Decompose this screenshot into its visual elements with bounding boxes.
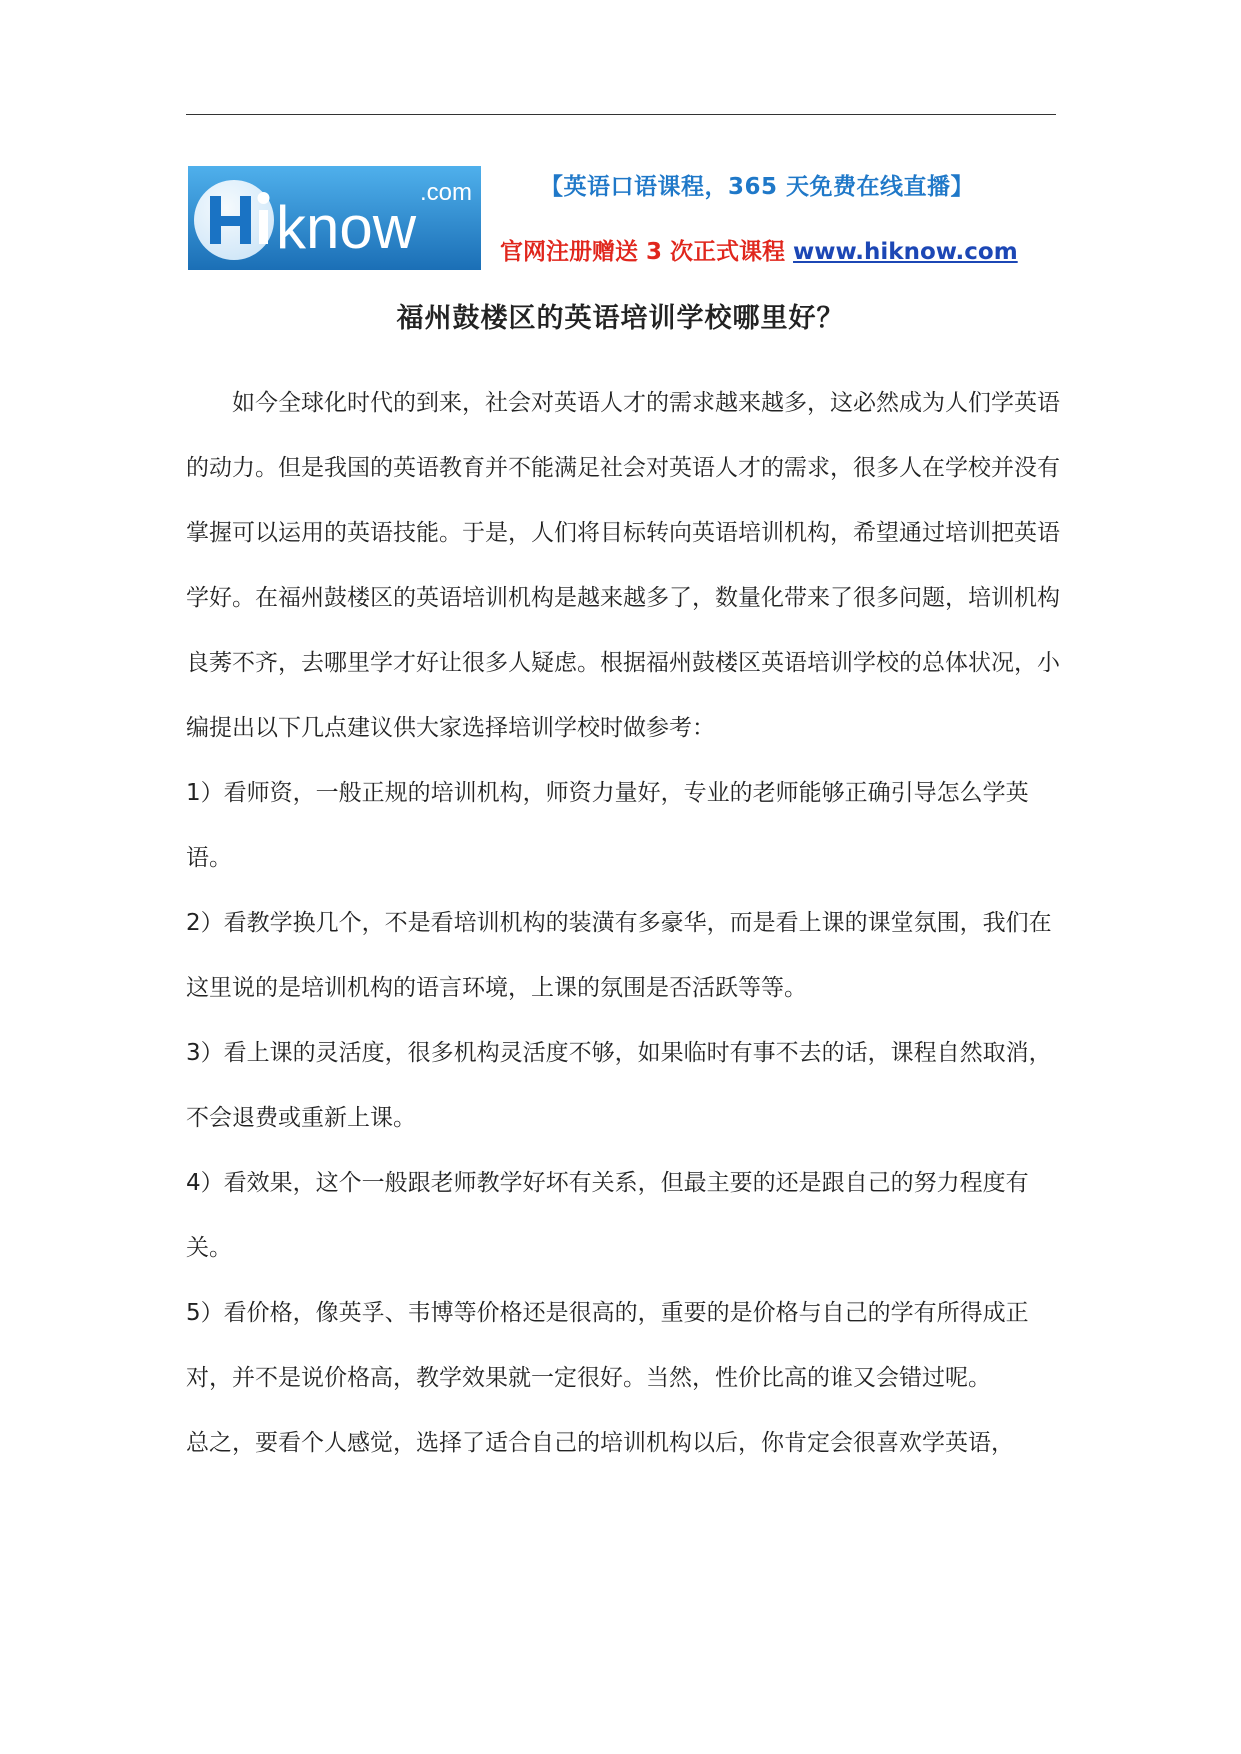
hiknow-logo [188,166,481,270]
list-item: 3）看上课的灵活度，很多机构灵活度不够，如果临时有事不去的话，课程自然取消，不会退费或重新上课。 [186,1040,1052,1131]
list-item: 2）看教学换几个，不是看培训机构的装潢有多豪华，而是看上课的课堂氛围，我们在这里说的是培训机构的语言环境，上课的氛围是否活跃等等。 [186,910,1052,1001]
intro-paragraph: 如今全球化时代的到来，社会对英语人才的需求越来越多，这必然成为人们学英语的动力。但是我国的英语教育并不能满足社会对英语人才的需求，很多人在学校并没有掌握可以运用的英语技能。于是，人们将目标转向英语培训机构，希望通过培训把英语学好。在福州鼓楼区的英语培训机构是越来越多了，数量化带来了很多问题，培训机构良莠不齐，去哪里学才好让很多人疑虑。根据福州鼓楼区英语培训学校的总体状况，小编提出以下几点建议供大家选择培训学校时做参考： [186,390,1060,741]
header-divider [186,114,1056,115]
svg-text:.com: .com [420,179,473,206]
list-item: 5）看价格，像英孚、韦博等价格还是很高的，重要的是价格与自己的学有所得成正对，并不是说价格高，教学效果就一定很好。当然，性价比高的谁又会错过呢。 [186,1300,1029,1391]
list-item: 1）看师资，一般正规的培训机构，师资力量好，专业的老师能够正确引导怎么学英语。 [186,780,1029,871]
promo-headline: 【英语口语课程，365 天免费在线直播】 [540,174,975,200]
svg-text:know: know [276,194,417,261]
list-item: 4）看效果，这个一般跟老师教学好坏有关系，但最主要的还是跟自己的努力程度有关。 [186,1170,1029,1261]
promo-offer-text: 官网注册赠送 3 次正式课程 [500,239,786,265]
article-body [186,371,1072,1476]
promo-url-link[interactable]: www.hiknow.com [793,239,1018,265]
promo-offer [500,233,1018,266]
conclusion-paragraph: 总之，要看个人感觉，选择了适合自己的培训机构以后，你肯定会很喜欢学英语， [186,1430,1014,1456]
hiknow-logo-graphic [188,166,481,270]
article-title: 福州鼓楼区的英语培训学校哪里好？ [396,303,845,334]
